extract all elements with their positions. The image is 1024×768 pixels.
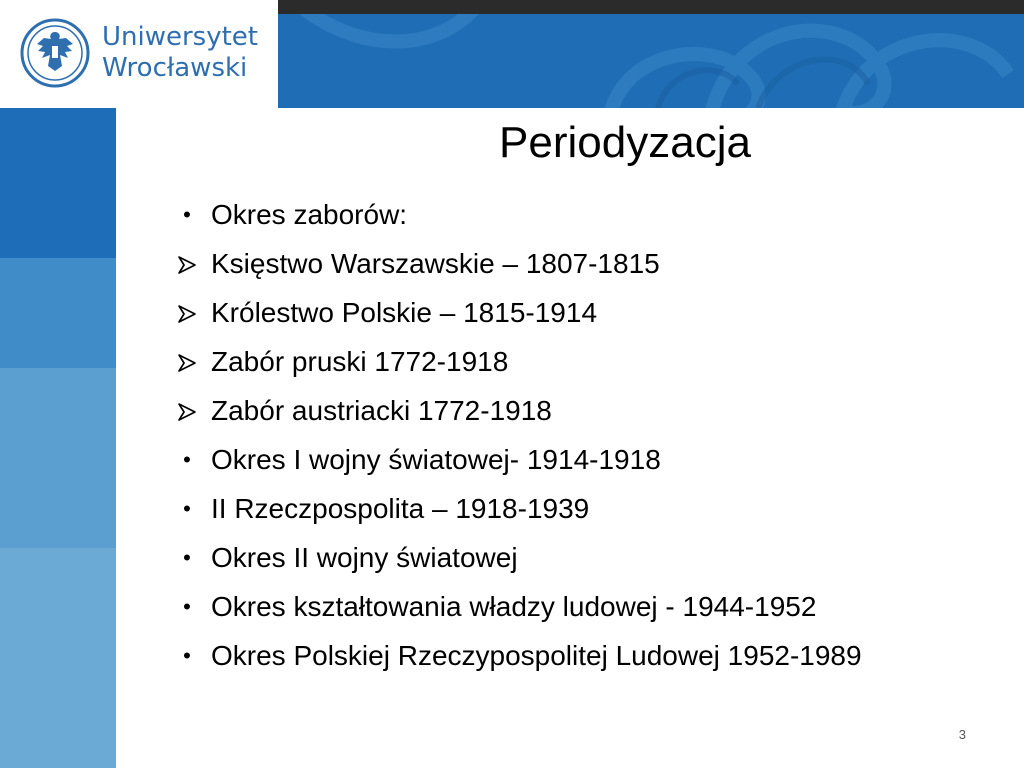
list-item [172, 296, 972, 329]
list-item-text: Okres II wojny światowej [211, 542, 518, 573]
bullet-icon: • [183, 496, 191, 521]
list-item-text: Królestwo Polskie – 1815-1914 [211, 297, 598, 328]
list-item-text: Okres zaborów: [211, 199, 408, 230]
bullet-icon: • [183, 594, 191, 619]
eagle-emblem-icon [20, 18, 90, 88]
list-item [172, 198, 972, 231]
bullet-icon: • [183, 202, 191, 227]
bullet-icon: • [183, 545, 191, 570]
list-item-text: Okres Polskiej Rzeczypospolitej Ludowej 1952-1989 [211, 640, 862, 671]
bullet-icon: • [183, 447, 191, 472]
list-item-text: Okres kształtowania władzy ludowej - 1944-1952 [211, 591, 817, 622]
logo-line-2: Wrocławski [102, 53, 248, 83]
list-item [172, 639, 972, 672]
list-item [172, 247, 972, 280]
list-item [172, 541, 972, 574]
logo-text [102, 22, 258, 84]
side-block [0, 108, 116, 258]
slide-title: Periodyzacja [499, 118, 751, 167]
side-block [0, 258, 116, 368]
side-block [0, 368, 116, 548]
list-item [172, 394, 972, 427]
list-item-text: Zabór pruski 1772-1918 [211, 346, 509, 377]
list-item [172, 492, 972, 525]
slide-content [116, 108, 1024, 768]
bullet-icon: • [183, 643, 191, 668]
university-logo [0, 0, 278, 108]
swirl-pattern-decoration [278, 14, 1024, 108]
top-bar [278, 0, 1024, 14]
side-block [0, 548, 116, 768]
list-item-text: Okres I wojny światowej- 1914-1918 [211, 444, 661, 475]
header-banner [278, 14, 1024, 108]
list-item-text: II Rzeczpospolita – 1918-1939 [211, 493, 590, 524]
list-item [172, 590, 972, 623]
list-item-text: Księstwo Warszawskie – 1807-1815 [211, 248, 660, 279]
page-number: 3 [958, 727, 966, 742]
list-item-text: Zabór austriacki 1772-1918 [211, 395, 552, 426]
list-item [172, 443, 972, 476]
logo-line-1: Uniwersytet [102, 22, 258, 52]
bullet-list [172, 198, 972, 688]
list-item [172, 345, 972, 378]
side-bar-decoration [0, 108, 116, 768]
